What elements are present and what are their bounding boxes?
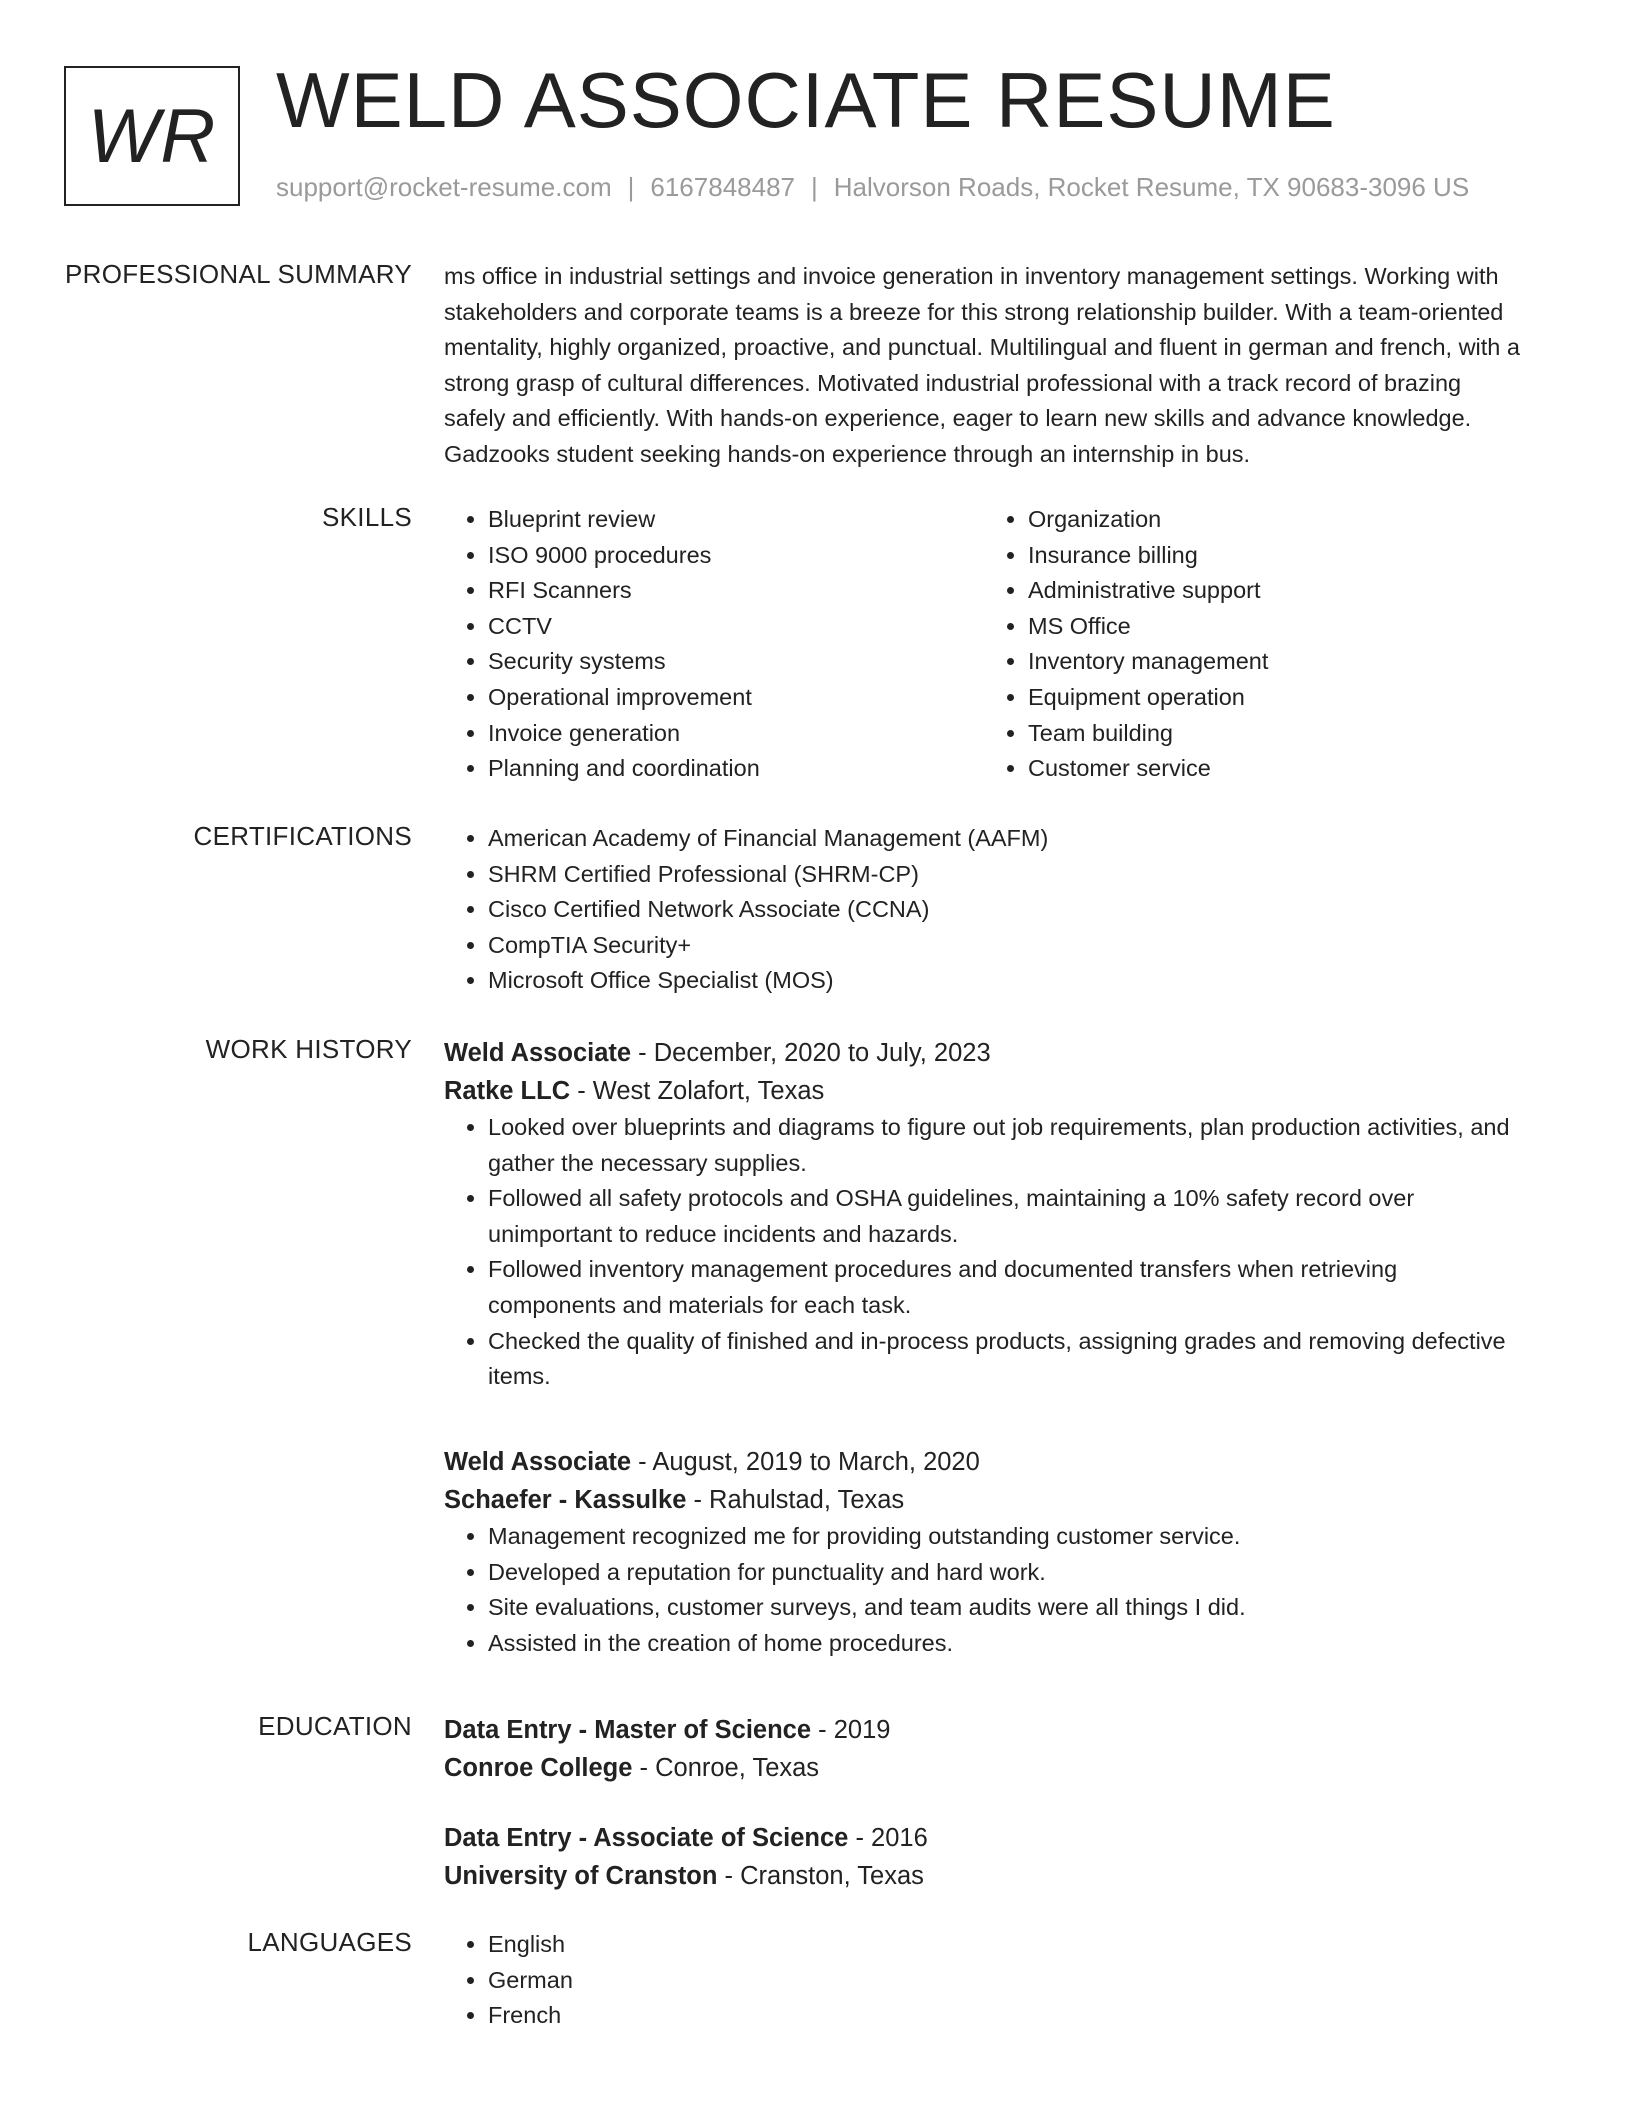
job-bullet: • Followed inventory management procedures and documented transfers when retrieving components and materials for each task.	[488, 1252, 1524, 1323]
contact-line	[276, 172, 1469, 203]
section-label-summary: PROFESSIONAL SUMMARY	[65, 259, 412, 289]
certification-item: • Cisco Certified Network Associate (CCNA)	[488, 892, 1524, 928]
languages-list	[444, 1927, 1524, 2034]
job-bullet: • Checked the quality of finished and in-process products, assigning grades and removing defective items.	[488, 1324, 1524, 1395]
education-year: - 2019	[811, 1716, 891, 1744]
skill-item: • Security systems	[488, 644, 984, 680]
language-item: • French	[488, 1998, 1524, 2034]
skills-list-right	[984, 502, 1524, 787]
skill-item: • Team building	[1028, 716, 1524, 752]
skill-item: • ISO 9000 procedures	[488, 538, 984, 574]
skill-item: • Insurance billing	[1028, 538, 1524, 574]
skills-list-left	[444, 502, 984, 787]
skill-item: • Invoice generation	[488, 716, 984, 752]
education-degree-line	[444, 1819, 1524, 1857]
education-school: University of Cranston	[444, 1862, 718, 1890]
certification-item: • Microsoft Office Specialist (MOS)	[488, 963, 1524, 999]
job-bullet: • Developed a reputation for punctuality and hard work.	[488, 1555, 1524, 1591]
education-entry	[444, 1819, 1524, 1895]
job-title-line	[444, 1443, 1524, 1481]
job-bullets	[444, 1519, 1524, 1661]
certification-item: • American Academy of Financial Management (AAFM)	[488, 821, 1524, 857]
certification-item: • SHRM Certified Professional (SHRM-CP)	[488, 857, 1524, 893]
skill-item: • Planning and coordination	[488, 751, 984, 787]
job-location: - Rahulstad, Texas	[686, 1486, 905, 1514]
skill-item: • Organization	[1028, 502, 1524, 538]
contact-address: Halvorson Roads, Rocket Resume, TX 90683-3096 US	[833, 172, 1470, 202]
skill-item: • Equipment operation	[1028, 680, 1524, 716]
job-company-line	[444, 1481, 1524, 1519]
certifications-list	[444, 821, 1524, 999]
job-entry	[444, 1443, 1524, 1661]
education-degree: Data Entry - Associate of Science	[444, 1824, 849, 1852]
education-school: Conroe College	[444, 1754, 633, 1782]
job-title: Weld Associate	[444, 1448, 632, 1476]
job-bullet: • Site evaluations, customer surveys, and team audits were all things I did.	[488, 1590, 1524, 1626]
skill-item: • MS Office	[1028, 609, 1524, 645]
job-title: Weld Associate	[444, 1039, 632, 1067]
section-label-languages: LANGUAGES	[247, 1927, 412, 1957]
job-dates: - December, 2020 to July, 2023	[631, 1039, 991, 1067]
language-item: • English	[488, 1927, 1524, 1963]
job-entry	[444, 1034, 1524, 1395]
job-bullet: • Management recognized me for providing outstanding customer service.	[488, 1519, 1524, 1555]
resume-title: WELD ASSOCIATE RESUME	[276, 56, 1336, 144]
education-school-line	[444, 1749, 1524, 1787]
contact-phone: 6167848487	[650, 172, 795, 202]
skill-item: • Customer service	[1028, 751, 1524, 787]
contact-separator: |	[811, 172, 818, 202]
job-bullet: • Assisted in the creation of home procedures.	[488, 1626, 1524, 1662]
education-year: - 2016	[848, 1824, 928, 1852]
education-location: - Conroe, Texas	[632, 1754, 820, 1782]
job-company: Ratke LLC	[444, 1077, 571, 1105]
job-bullet: • Looked over blueprints and diagrams to figure out job requirements, plan production activities, and gather the necessary supplies.	[488, 1110, 1524, 1181]
skill-item: • CCTV	[488, 609, 984, 645]
skill-item: • Administrative support	[1028, 573, 1524, 609]
language-item: • German	[488, 1963, 1524, 1999]
job-bullet: • Followed all safety protocols and OSHA guidelines, maintaining a 10% safety record over unimportant to reduce incidents and hazards.	[488, 1181, 1524, 1252]
section-label-certifications: CERTIFICATIONS	[193, 821, 412, 851]
section-label-skills: SKILLS	[322, 502, 412, 532]
job-bullets	[444, 1110, 1524, 1395]
summary-text: ms office in industrial settings and invoice generation in inventory management settings. Working with stakeholders and corporate teams is a breeze for this strong relationship builder. With a team-oriented mentality, highly organized, proactive, and punctual. Multilingual and fluent in german and french, with a strong grasp of cultural differences. Motivated industrial professional with a track record of brazing safely and efficiently. With hands-on experience, eager to learn new skills and advance knowledge. Gadzooks student seeking hands-on experience through an internship in bus.	[444, 263, 1520, 467]
education-degree-line	[444, 1711, 1524, 1749]
skill-item: • Inventory management	[1028, 644, 1524, 680]
job-dates: - August, 2019 to March, 2020	[631, 1448, 980, 1476]
monogram-logo: WR	[64, 66, 240, 206]
education-school-line	[444, 1857, 1524, 1895]
contact-email: support@rocket-resume.com	[276, 172, 612, 202]
section-label-education: EDUCATION	[258, 1711, 412, 1741]
education-location: - Cranston, Texas	[717, 1862, 924, 1890]
section-label-work-history: WORK HISTORY	[205, 1034, 412, 1064]
job-title-line	[444, 1034, 1524, 1072]
job-company: Schaefer - Kassulke	[444, 1486, 687, 1514]
certification-item: • CompTIA Security+	[488, 928, 1524, 964]
contact-separator: |	[627, 172, 635, 202]
education-entry	[444, 1711, 1524, 1787]
job-location: - West Zolafort, Texas	[570, 1077, 825, 1105]
skill-item: • RFI Scanners	[488, 573, 984, 609]
skill-item: • Blueprint review	[488, 502, 984, 538]
skill-item: • Operational improvement	[488, 680, 984, 716]
education-degree: Data Entry - Master of Science	[444, 1716, 812, 1744]
job-company-line	[444, 1072, 1524, 1110]
